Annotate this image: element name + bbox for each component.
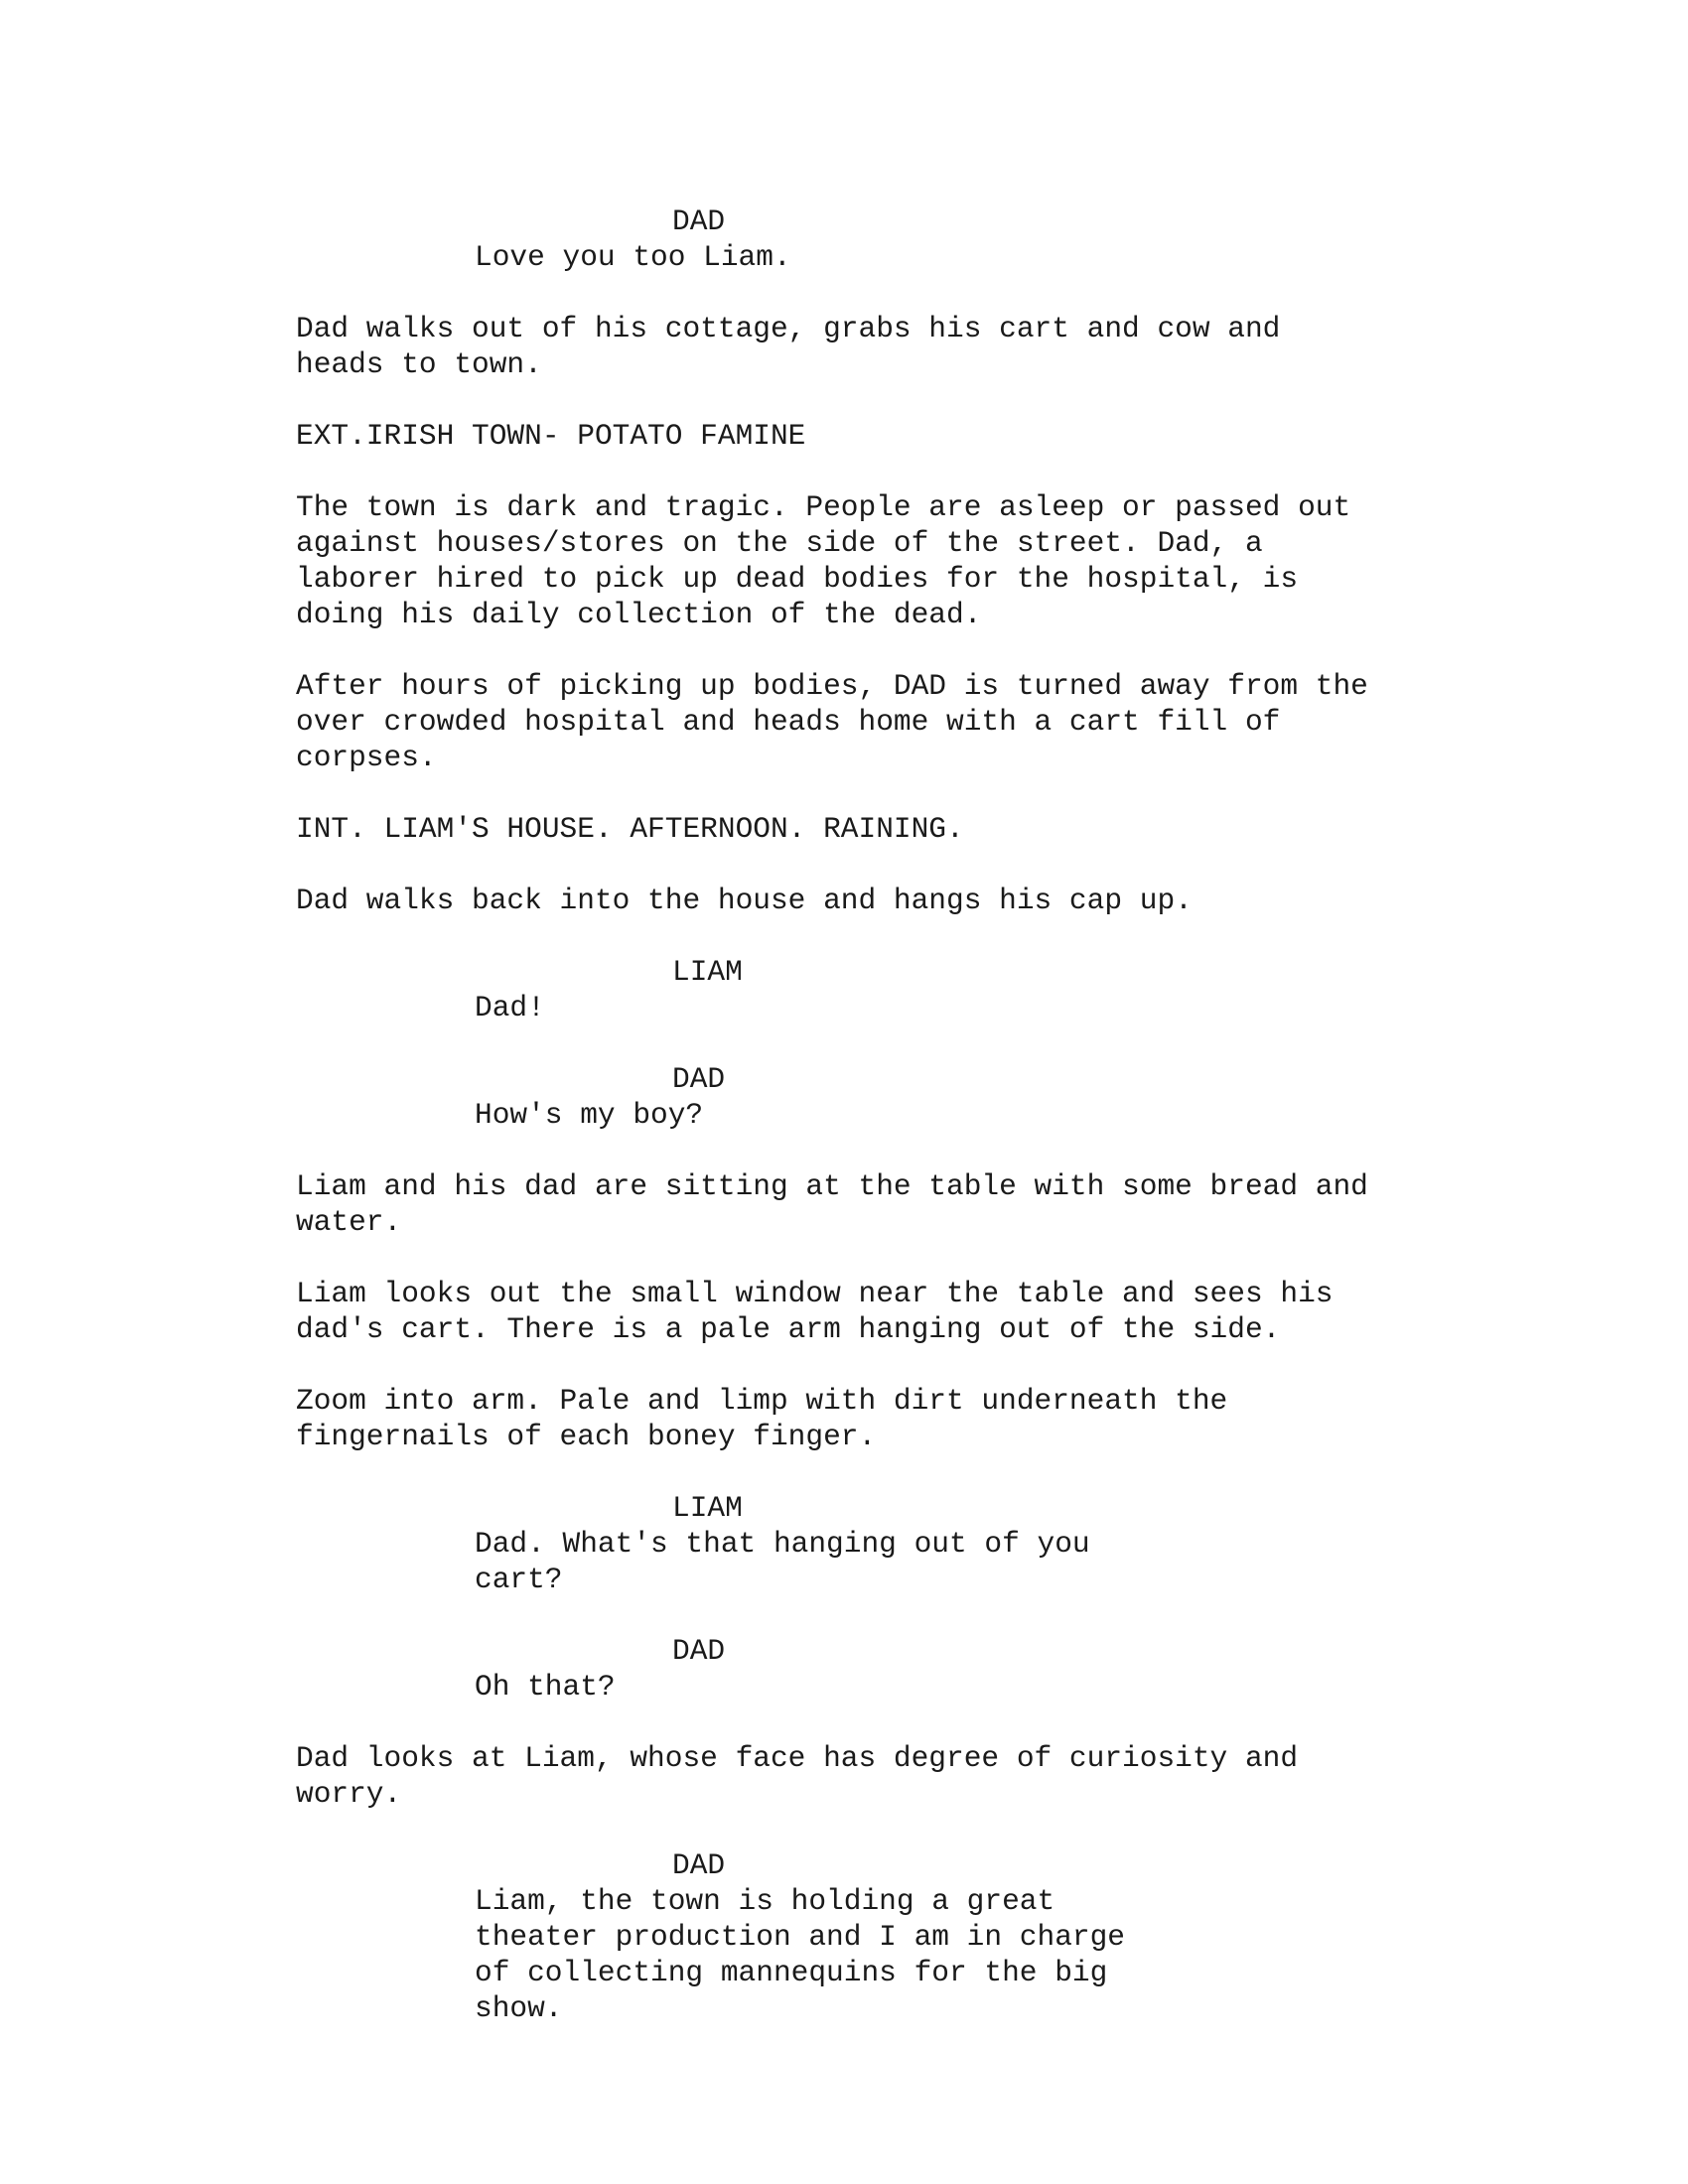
dialogue-line: cart? bbox=[475, 1563, 563, 1596]
dialogue-line: theater production and I am in charge bbox=[475, 1920, 1126, 1954]
dialogue-line: of collecting mannequins for the big bbox=[475, 1956, 1108, 1989]
action-line: over crowded hospital and heads home with a cart fill of bbox=[296, 705, 1281, 739]
action-line: dad's cart. There is a pale arm hanging out of the side. bbox=[296, 1312, 1281, 1346]
scene-heading: EXT.IRISH TOWN- POTATO FAMINE bbox=[296, 419, 806, 453]
action-line: against houses/stores on the side of the street. Dad, a bbox=[296, 526, 1263, 560]
scene-heading: INT. LIAM'S HOUSE. AFTERNOON. RAINING. bbox=[296, 812, 964, 846]
character-name: LIAM bbox=[672, 955, 743, 989]
action-line: Zoom into arm. Pale and limp with dirt underneath the bbox=[296, 1384, 1228, 1418]
character-name: DAD bbox=[672, 1062, 726, 1096]
action-line: Dad walks back into the house and hangs his cap up. bbox=[296, 884, 1193, 917]
action-line: fingernails of each boney finger. bbox=[296, 1420, 877, 1453]
action-line: corpses. bbox=[296, 741, 437, 774]
character-name: LIAM bbox=[672, 1491, 743, 1525]
character-name: DAD bbox=[672, 205, 726, 238]
action-line: The town is dark and tragic. People are asleep or passed out bbox=[296, 490, 1351, 524]
action-line: Liam looks out the small window near the table and sees his bbox=[296, 1277, 1334, 1310]
dialogue-line: Dad! bbox=[475, 991, 545, 1024]
action-line: After hours of picking up bodies, DAD is turned away from the bbox=[296, 669, 1368, 703]
character-name: DAD bbox=[672, 1634, 726, 1668]
action-line: Dad walks out of his cottage, grabs his cart and cow and bbox=[296, 312, 1281, 345]
dialogue-line: Dad. What's that hanging out of you bbox=[475, 1527, 1090, 1561]
action-line: Liam and his dad are sitting at the table with some bread and bbox=[296, 1169, 1368, 1203]
character-name: DAD bbox=[672, 1848, 726, 1882]
action-line: heads to town. bbox=[296, 347, 542, 381]
action-line: doing his daily collection of the dead. bbox=[296, 598, 982, 631]
action-line: worry. bbox=[296, 1777, 402, 1811]
action-line: laborer hired to pick up dead bodies for the hospital, is bbox=[296, 562, 1299, 596]
dialogue-line: Oh that? bbox=[475, 1670, 616, 1704]
dialogue-line: Love you too Liam. bbox=[475, 240, 791, 274]
action-line: Dad looks at Liam, whose face has degree of curiosity and bbox=[296, 1741, 1299, 1775]
action-line: water. bbox=[296, 1205, 402, 1239]
dialogue-line: Liam, the town is holding a great bbox=[475, 1884, 1055, 1918]
dialogue-line: How's my boy? bbox=[475, 1098, 704, 1132]
dialogue-line: show. bbox=[475, 1991, 563, 2025]
